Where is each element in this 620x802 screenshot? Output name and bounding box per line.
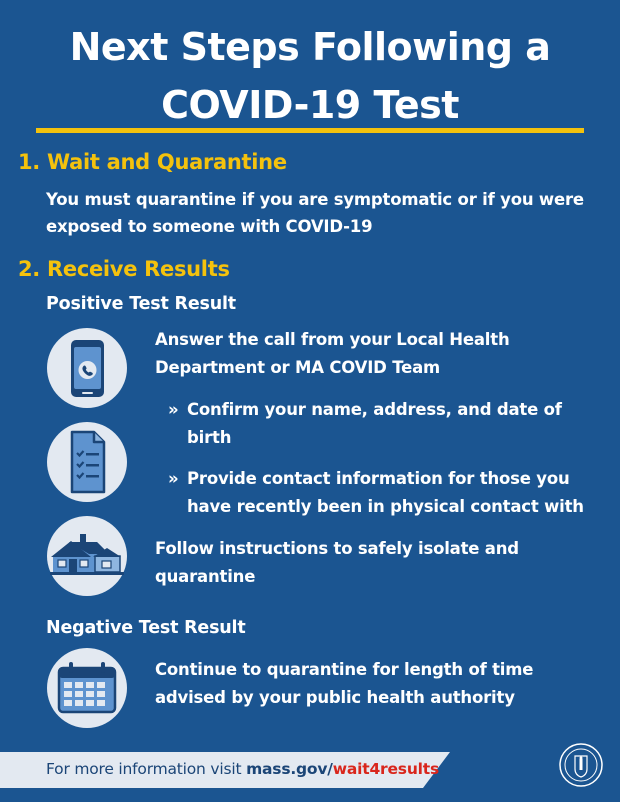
- page-title: [0, 18, 620, 134]
- bullet-mark: »: [168, 400, 179, 419]
- answer-call-line-2: Department or MA COVID Team: [155, 358, 440, 377]
- bullet-line-1: Confirm your name, address, and date of: [187, 400, 562, 419]
- negative-result-heading: Negative Test Result: [46, 618, 246, 638]
- bullet-provide-contacts: [168, 465, 598, 521]
- isolate-text: [155, 535, 519, 591]
- bullet-line-1: Provide contact information for those you: [187, 469, 570, 488]
- answer-call-text: [155, 326, 510, 382]
- positive-result-heading: Positive Test Result: [46, 294, 236, 314]
- calendar-icon: [47, 648, 127, 728]
- negative-text: [155, 656, 533, 712]
- title-divider: [36, 128, 584, 133]
- isolate-line-2: quarantine: [155, 567, 256, 586]
- house-icon: [47, 516, 127, 596]
- title-line-1: Next Steps Following a: [69, 25, 551, 69]
- negative-line-1: Continue to quarantine for length of time: [155, 660, 534, 679]
- checklist-icon: [47, 422, 127, 502]
- section-2-heading: 2. Receive Results: [18, 257, 230, 281]
- title-line-2: COVID-19 Test: [161, 83, 459, 127]
- bullet-line-2: birth: [187, 428, 232, 447]
- phone-icon: [47, 328, 127, 408]
- section-1-heading: 1. Wait and Quarantine: [18, 150, 287, 174]
- answer-call-line-1: Answer the call from your Local Health: [155, 330, 510, 349]
- section-1-text-line-1: You must quarantine if you are symptomatic or if you were: [46, 190, 584, 209]
- bullet-mark: »: [168, 469, 179, 488]
- state-seal-icon: [558, 742, 604, 788]
- negative-line-2: advised by your public health authority: [155, 688, 515, 707]
- bullet-line-2: have recently been in physical contact with: [187, 497, 584, 516]
- section-1-text: [46, 186, 584, 240]
- footer-text: [46, 760, 439, 778]
- section-1-text-line-2: exposed to someone with COVID-19: [46, 217, 373, 236]
- footer-link-path[interactable]: wait4results: [332, 760, 440, 778]
- isolate-line-1: Follow instructions to safely isolate and: [155, 539, 519, 558]
- footer-link-domain[interactable]: mass.gov/: [246, 760, 333, 778]
- bullet-confirm-identity: [168, 396, 598, 452]
- footer-prefix: For more information visit: [46, 760, 247, 778]
